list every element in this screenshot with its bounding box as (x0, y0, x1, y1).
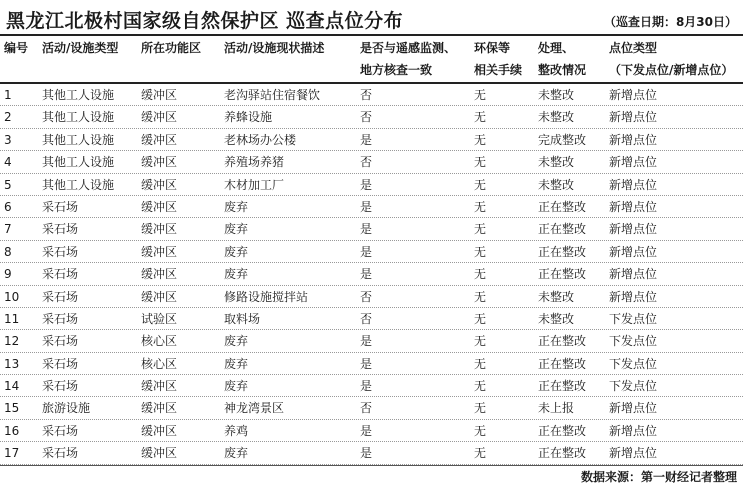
header-rectification: 处理、 整改情况 (538, 41, 587, 77)
cell-point-type: 新增点位 (609, 132, 658, 147)
cell-procedures: 无 (474, 423, 487, 438)
cell-type: 其他工人设施 (42, 132, 115, 147)
cell-id: 5 (4, 177, 12, 192)
cell-zone: 核心区 (141, 334, 178, 349)
cell-consistency: 是 (360, 423, 373, 438)
cell-consistency: 否 (360, 311, 373, 326)
cell-type: 其他工人设施 (42, 88, 115, 102)
cell-description: 废弃 (224, 267, 249, 282)
cell-rectification: 未整改 (538, 155, 575, 170)
cell-description: 修路设施搅拌站 (224, 289, 309, 304)
cell-zone: 缓冲区 (141, 267, 178, 282)
cell-type: 采石场 (42, 311, 79, 326)
cell-rectification: 正在整改 (538, 446, 587, 461)
cell-consistency: 是 (360, 356, 373, 371)
cell-type: 采石场 (42, 222, 79, 237)
cell-rectification: 正在整改 (538, 244, 587, 259)
table-row (0, 286, 743, 308)
cell-rectification: 未整改 (538, 110, 575, 125)
cell-description: 废弃 (224, 446, 249, 461)
cell-procedures: 无 (474, 155, 487, 170)
table-row (0, 375, 743, 397)
cell-point-type: 下发点位 (609, 334, 658, 349)
source-note: 数据来源：第一财经记者整理 (580, 470, 737, 484)
cell-procedures: 无 (474, 379, 487, 394)
cell-zone: 试验区 (141, 311, 178, 326)
cell-description: 木材加工厂 (224, 177, 285, 192)
cell-id: 11 (4, 311, 20, 326)
table-row (0, 442, 743, 464)
cell-point-type: 新增点位 (609, 88, 658, 102)
page-title: 黑龙江北极村国家级自然保护区 巡查点位分布 (6, 10, 404, 32)
cell-id: 8 (4, 244, 12, 259)
cell-consistency: 否 (360, 110, 373, 125)
cell-id: 17 (4, 446, 20, 461)
cell-id: 9 (4, 267, 12, 282)
cell-description: 废弃 (224, 334, 249, 349)
cell-description: 废弃 (224, 222, 249, 237)
cell-type: 其他工人设施 (42, 177, 115, 192)
cell-consistency: 否 (360, 289, 373, 304)
cell-point-type: 新增点位 (609, 289, 658, 304)
cell-procedures: 无 (474, 199, 487, 214)
cell-procedures: 无 (474, 222, 487, 237)
cell-description: 废弃 (224, 379, 249, 394)
cell-zone: 缓冲区 (141, 110, 178, 125)
header-description: 活动/设施现状描述 (224, 41, 325, 55)
cell-description: 老沟驿站住宿餐饮 (224, 88, 321, 102)
cell-zone: 缓冲区 (141, 155, 178, 170)
cell-rectification: 正在整改 (538, 199, 587, 214)
cell-consistency: 是 (360, 177, 373, 192)
cell-id: 14 (4, 379, 20, 394)
header-type: 活动/设施类型 (42, 41, 119, 55)
cell-consistency: 否 (360, 88, 373, 102)
cell-zone: 缓冲区 (141, 289, 178, 304)
table-row (0, 151, 743, 173)
cell-point-type: 新增点位 (609, 244, 658, 259)
cell-description: 废弃 (224, 199, 249, 214)
table-row (0, 196, 743, 218)
cell-consistency: 是 (360, 446, 373, 461)
table-row (0, 218, 743, 240)
cell-type: 采石场 (42, 289, 79, 304)
cell-rectification: 正在整改 (538, 222, 587, 237)
cell-rectification: 正在整改 (538, 356, 587, 371)
cell-procedures: 无 (474, 132, 487, 147)
cell-procedures: 无 (474, 401, 487, 416)
cell-point-type: 下发点位 (609, 311, 658, 326)
cell-type: 采石场 (42, 423, 79, 438)
table-header (0, 37, 743, 81)
cell-consistency: 是 (360, 244, 373, 259)
cell-description: 神龙湾景区 (224, 401, 285, 416)
cell-procedures: 无 (474, 334, 487, 349)
cell-zone: 缓冲区 (141, 199, 178, 214)
header-point-type: 点位类型 （下发点位/新增点位） (609, 41, 734, 77)
table-row (0, 353, 743, 375)
table-row (0, 397, 743, 419)
cell-point-type: 下发点位 (609, 379, 658, 394)
header-id: 编号 (4, 41, 29, 55)
table-row (0, 420, 743, 442)
cell-type: 其他工人设施 (42, 110, 115, 125)
cell-point-type: 新增点位 (609, 401, 658, 416)
table-row (0, 106, 743, 128)
cell-consistency: 是 (360, 132, 373, 147)
table-row (0, 308, 743, 330)
cell-zone: 缓冲区 (141, 401, 178, 416)
cell-rectification: 未整改 (538, 177, 575, 192)
header-procedures: 环保等 相关手续 (474, 41, 523, 77)
top-rule (0, 34, 743, 36)
bottom-rule (0, 465, 743, 466)
cell-consistency: 是 (360, 379, 373, 394)
cell-id: 4 (4, 155, 12, 170)
cell-type: 采石场 (42, 379, 79, 394)
cell-consistency: 否 (360, 401, 373, 416)
cell-description: 老林场办公楼 (224, 132, 297, 147)
cell-type: 采石场 (42, 267, 79, 282)
cell-type: 采石场 (42, 199, 79, 214)
cell-point-type: 新增点位 (609, 446, 658, 461)
cell-zone: 缓冲区 (141, 379, 178, 394)
cell-description: 废弃 (224, 244, 249, 259)
cell-procedures: 无 (474, 356, 487, 371)
cell-description: 取料场 (224, 311, 261, 326)
header-zone: 所在功能区 (141, 41, 202, 55)
cell-id: 2 (4, 110, 12, 125)
table-row (0, 241, 743, 263)
cell-description: 养鸡 (224, 423, 249, 438)
cell-point-type: 新增点位 (609, 155, 658, 170)
cell-consistency: 是 (360, 267, 373, 282)
header-consistency: 是否与遥感监测、 地方核查一致 (360, 41, 457, 77)
cell-point-type: 新增点位 (609, 222, 658, 237)
cell-procedures: 无 (474, 267, 487, 282)
table-row (0, 263, 743, 285)
cell-rectification: 未整改 (538, 289, 575, 304)
cell-rectification: 未整改 (538, 88, 575, 102)
cell-type: 采石场 (42, 446, 79, 461)
cell-type: 采石场 (42, 244, 79, 259)
cell-id: 16 (4, 423, 20, 438)
cell-consistency: 是 (360, 334, 373, 349)
cell-point-type: 新增点位 (609, 267, 658, 282)
cell-zone: 缓冲区 (141, 132, 178, 147)
cell-point-type: 下发点位 (609, 356, 658, 371)
cell-id: 7 (4, 222, 12, 237)
cell-rectification: 未上报 (538, 401, 575, 416)
cell-id: 3 (4, 132, 12, 147)
cell-rectification: 完成整改 (538, 132, 587, 147)
table-body (0, 84, 743, 465)
cell-zone: 缓冲区 (141, 244, 178, 259)
cell-consistency: 是 (360, 222, 373, 237)
cell-rectification: 正在整改 (538, 334, 587, 349)
table-row (0, 84, 743, 106)
cell-description: 废弃 (224, 356, 249, 371)
cell-procedures: 无 (474, 446, 487, 461)
cell-zone: 缓冲区 (141, 88, 178, 102)
cell-type: 采石场 (42, 356, 79, 371)
cell-rectification: 正在整改 (538, 423, 587, 438)
table-row (0, 174, 743, 196)
cell-description: 养殖场养猪 (224, 155, 285, 170)
cell-procedures: 无 (474, 289, 487, 304)
cell-procedures: 无 (474, 311, 487, 326)
cell-id: 10 (4, 289, 20, 304)
cell-procedures: 无 (474, 110, 487, 125)
cell-zone: 缓冲区 (141, 177, 178, 192)
cell-description: 养蜂设施 (224, 110, 273, 125)
cell-procedures: 无 (474, 88, 487, 102)
cell-zone: 缓冲区 (141, 423, 178, 438)
cell-zone: 核心区 (141, 356, 178, 371)
cell-id: 13 (4, 356, 20, 371)
cell-type: 旅游设施 (42, 401, 91, 416)
cell-rectification: 正在整改 (538, 379, 587, 394)
cell-procedures: 无 (474, 244, 487, 259)
cell-point-type: 新增点位 (609, 177, 658, 192)
table-row (0, 129, 743, 151)
cell-point-type: 新增点位 (609, 110, 658, 125)
cell-id: 12 (4, 334, 20, 349)
cell-id: 6 (4, 199, 12, 214)
cell-id: 15 (4, 401, 20, 416)
cell-zone: 缓冲区 (141, 446, 178, 461)
cell-type: 采石场 (42, 334, 79, 349)
cell-consistency: 是 (360, 199, 373, 214)
cell-rectification: 正在整改 (538, 267, 587, 282)
inspection-date: （巡查日期：8月30日） (603, 15, 737, 29)
cell-id: 1 (4, 88, 12, 102)
cell-point-type: 新增点位 (609, 199, 658, 214)
cell-procedures: 无 (474, 177, 487, 192)
table-row (0, 330, 743, 352)
cell-zone: 缓冲区 (141, 222, 178, 237)
cell-consistency: 否 (360, 155, 373, 170)
cell-type: 其他工人设施 (42, 155, 115, 170)
cell-rectification: 未整改 (538, 311, 575, 326)
cell-point-type: 新增点位 (609, 423, 658, 438)
